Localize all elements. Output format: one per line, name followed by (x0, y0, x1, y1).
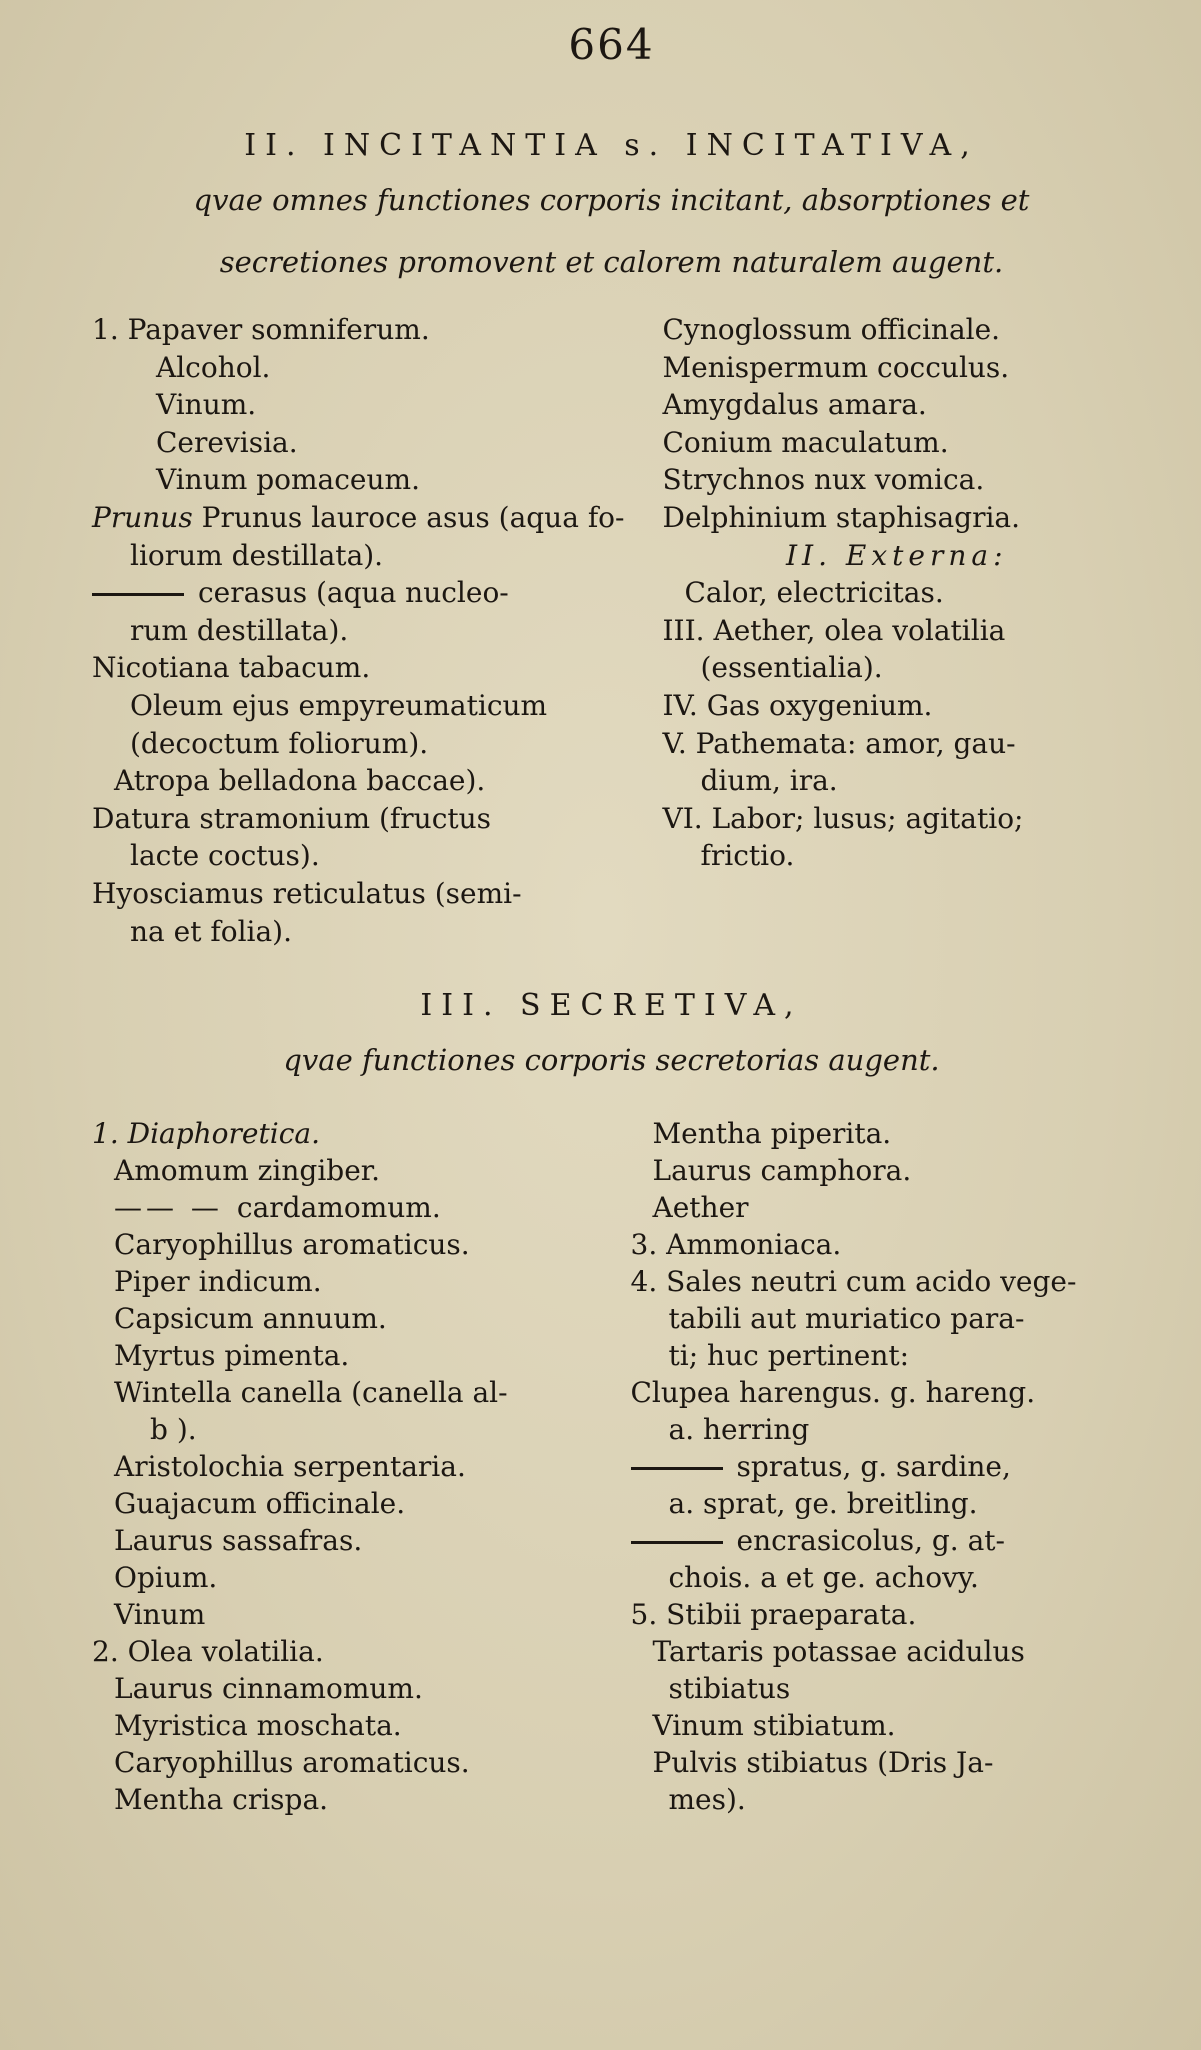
list-line: Menispermum cocculus. (662, 350, 1010, 384)
list-line-text: cardamomum. (236, 1191, 441, 1225)
list-line: Calor, electricitas. (684, 576, 944, 610)
list-line: V. Pathemata: amor, gau- (662, 726, 1016, 760)
list-line: Aether (652, 1191, 749, 1225)
list-line: Caryophillus aromaticus. (114, 1228, 470, 1262)
subtitle-line: qvae omnes functiones corporis incitant, absorptiones et (193, 183, 1030, 217)
list-line: Cynoglossum officinale. (662, 313, 1001, 346)
section-subtitle-incitantia (92, 169, 1131, 293)
list-line: Hyosciamus reticulatus (semi- (92, 876, 522, 910)
list-line: Vinum stibiatum. (652, 1709, 896, 1743)
list-line: Laurus cinnamomum. (114, 1672, 423, 1706)
list-line: 4. Sales neutri cum acido vege- (630, 1265, 1077, 1299)
list-line: Amomum zingiber. (114, 1154, 380, 1188)
incitantia-columns (92, 311, 1131, 950)
list-line: Strychnos nux vomica. (662, 463, 985, 497)
list-line: a. herring (668, 1413, 810, 1447)
ditto-dash (631, 1467, 723, 1470)
list-line: Datura stramonium (fructus (92, 801, 492, 835)
left-column (92, 1115, 621, 1818)
list-line: Clupea harengus. g. hareng. (630, 1376, 1036, 1410)
list-line: rum destillata). (130, 613, 349, 647)
ditto-dash: —— — (114, 1191, 223, 1225)
list-line: 3. Ammoniaca. (630, 1228, 842, 1262)
page-number: 664 (568, 20, 655, 69)
list-line: dium, ira. (700, 764, 838, 798)
list-line: Cerevisia. (156, 425, 298, 459)
list-line-text: Prunus lauroce asus (aqua fo- (201, 500, 625, 534)
left-column (92, 311, 653, 950)
right-column (653, 311, 1132, 950)
list-line: Opium. (114, 1561, 218, 1595)
subheading-externa: II. Externa: (785, 538, 1008, 572)
list-line: frictio. (700, 839, 795, 873)
subtitle-line: secretiones promovent et calorem naturalem augent. (219, 245, 1004, 279)
list-line: 1. Diaphoretica. (92, 1117, 320, 1151)
list-line-text: spratus, g. sardine, (736, 1450, 1011, 1484)
list-line: 2. Olea volatilia. (92, 1635, 324, 1669)
ditto-dash (631, 1541, 723, 1544)
ditto-dash (92, 593, 184, 596)
list-line: Tartaris potassae acidulus (652, 1635, 1025, 1669)
list-line: Aristolochia serpentaria. (114, 1450, 466, 1484)
genus-name: Prunus (92, 500, 193, 534)
right-column (621, 1115, 1132, 1818)
list-line: Vinum pomaceum. (156, 463, 420, 497)
list-line-text: encrasicolus, g. at- (736, 1524, 1006, 1558)
list-line: Wintella canella (canella al- (114, 1376, 508, 1410)
list-line: mes). (668, 1783, 746, 1817)
list-line: Piper indicum. (114, 1265, 322, 1299)
list-line: Conium maculatum. (662, 425, 949, 459)
list-line: VI. Labor; lusus; agitatio; (662, 801, 1024, 835)
list-line: Atropa belladona baccae). (114, 764, 486, 798)
list-line: Mentha piperita. (652, 1117, 892, 1151)
list-line: Mentha crispa. (114, 1783, 329, 1817)
list-line: 1. Papaver somniferum. (92, 313, 430, 346)
section-subtitle-secretiva (92, 1029, 1131, 1091)
list-line: Capsicum annuum. (114, 1302, 387, 1336)
section-title-incitantia: II. INCITANTIA s. INCITATIVA, (244, 128, 979, 163)
list-line: Delphinium staphisagria. (662, 500, 1021, 534)
list-line (631, 1522, 1132, 1559)
section-title-secretiva: III. SECRETIVA, (420, 988, 803, 1024)
list-line: Amygdalus amara. (662, 388, 927, 422)
list-line: IV. Gas oxygenium. (662, 688, 933, 722)
list-line: a. sprat, ge. breitling. (668, 1487, 978, 1521)
secretiva-columns (92, 1115, 1131, 1818)
list-line: Myristica moschata. (114, 1709, 402, 1743)
list-line: Laurus sassafras. (114, 1524, 363, 1558)
list-line: b ). (150, 1413, 197, 1447)
list-line: liorum destillata). (130, 538, 384, 572)
list-line: (decoctum foliorum). (130, 726, 429, 760)
list-line: lacte coctus). (130, 839, 320, 873)
list-line: Pulvis stibiatus (Dris Ja- (652, 1746, 994, 1780)
list-line: Caryophillus aromaticus. (114, 1746, 470, 1780)
list-line: Nicotiana tabacum. (92, 651, 371, 685)
list-line: Laurus camphora. (652, 1154, 912, 1188)
list-line-text: cerasus (aqua nucleo- (198, 576, 509, 610)
list-line: III. Aether, olea volatilia (662, 613, 1006, 647)
list-line: tabili aut muriatico para- (668, 1302, 1025, 1336)
list-line: stibiatus (668, 1672, 791, 1706)
list-line: Guajacum officinale. (114, 1487, 406, 1521)
list-line (92, 499, 625, 537)
subtitle-line: qvae functiones corporis secretorias augent. (283, 1043, 940, 1078)
list-line: Oleum ejus empyreumaticum (130, 688, 548, 722)
list-line: chois. a et ge. achovy. (668, 1561, 979, 1595)
list-line (92, 1189, 593, 1226)
list-line: Myrtus pimenta. (114, 1339, 350, 1373)
list-line: ti; huc pertinent: (668, 1339, 910, 1373)
list-line (631, 1448, 1132, 1485)
list-line (92, 574, 625, 612)
list-line: Vinum. (156, 388, 257, 422)
list-line: Vinum (114, 1598, 206, 1632)
list-line: 5. Stibii praeparata. (630, 1598, 917, 1632)
list-line: na et folia). (130, 914, 292, 948)
list-line: Alcohol. (156, 350, 271, 384)
list-line: (essentialia). (700, 651, 883, 685)
